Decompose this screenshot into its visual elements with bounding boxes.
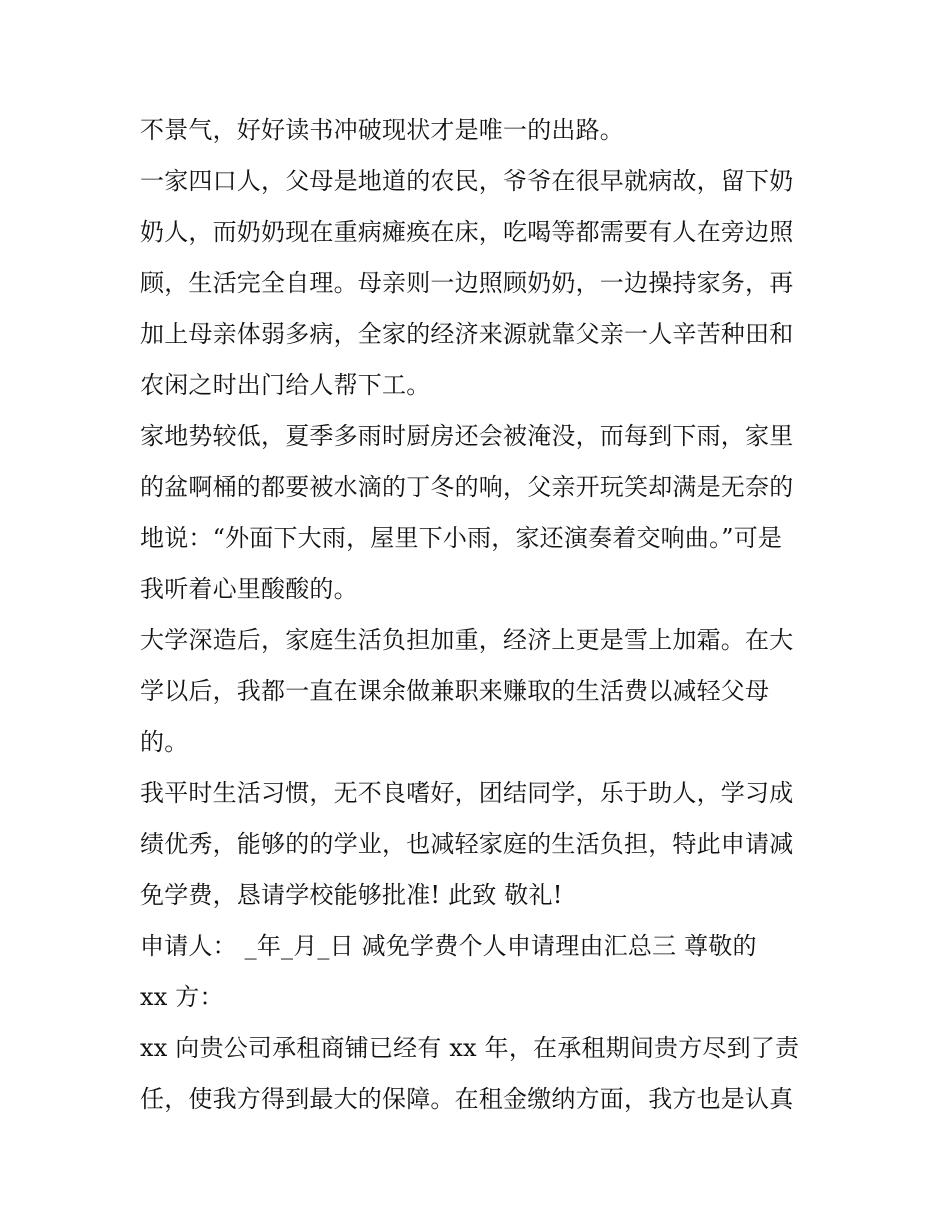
text-line: 农闲之时出门给人帮下工。 (140, 371, 431, 399)
document-body (140, 108, 820, 1128)
text-line: 申请人： _年_月_日 减免学费个人申请理由汇总三 尊敬的 (140, 932, 757, 960)
text-line: 的。 (140, 728, 189, 756)
text-line: 任，使我方得到最大的保障。在租金缴纳方面，我方也是认真 (140, 1085, 794, 1113)
text-line: 不景气，好好读书冲破现状才是唯一的出路。 (140, 116, 624, 144)
text-line: 大学深造后，家庭生活负担加重，经济上更是雪上加霜。在大 (140, 626, 794, 654)
text-line: 学以后，我都一直在课余做兼职来赚取的生活费以减轻父母 (140, 677, 770, 705)
text-line: 顾，生活完全自理。母亲则一边照顾奶奶，一边操持家务，再 (140, 269, 794, 297)
text-line: xx 向贵公司承租商铺已经有 xx 年，在承租期间贵方尽到了责 (140, 1034, 800, 1062)
text-line: 奶人，而奶奶现在重病瘫痪在床，吃喝等都需要有人在旁边照 (140, 218, 794, 246)
text-line: 地说：“外面下大雨，屋里下小雨，家还演奏着交响曲。”可是 (140, 524, 783, 552)
text-line: 加上母亲体弱多病，全家的经济来源就靠父亲一人辛苦种田和 (140, 320, 794, 348)
text-line: xx 方： (140, 983, 224, 1011)
text-line: 一家四口人，父母是地道的农民，爷爷在很早就病故，留下奶 (140, 167, 794, 195)
text-line: 免学费，恳请学校能够批准! 此致 敬礼! (140, 881, 563, 909)
text-line: 的盆啊桶的都要被水滴的丁冬的响，父亲开玩笑却满是无奈的 (140, 473, 794, 501)
text-line: 家地势较低，夏季多雨时厨房还会被淹没，而每到下雨，家里 (140, 422, 794, 450)
text-line: 绩优秀，能够的的学业，也减轻家庭的生活负担，特此申请减 (140, 830, 794, 858)
text-line: 我听着心里酸酸的。 (140, 575, 358, 603)
text-line: 我平时生活习惯，无不良嗜好，团结同学，乐于助人，学习成 (140, 779, 794, 807)
